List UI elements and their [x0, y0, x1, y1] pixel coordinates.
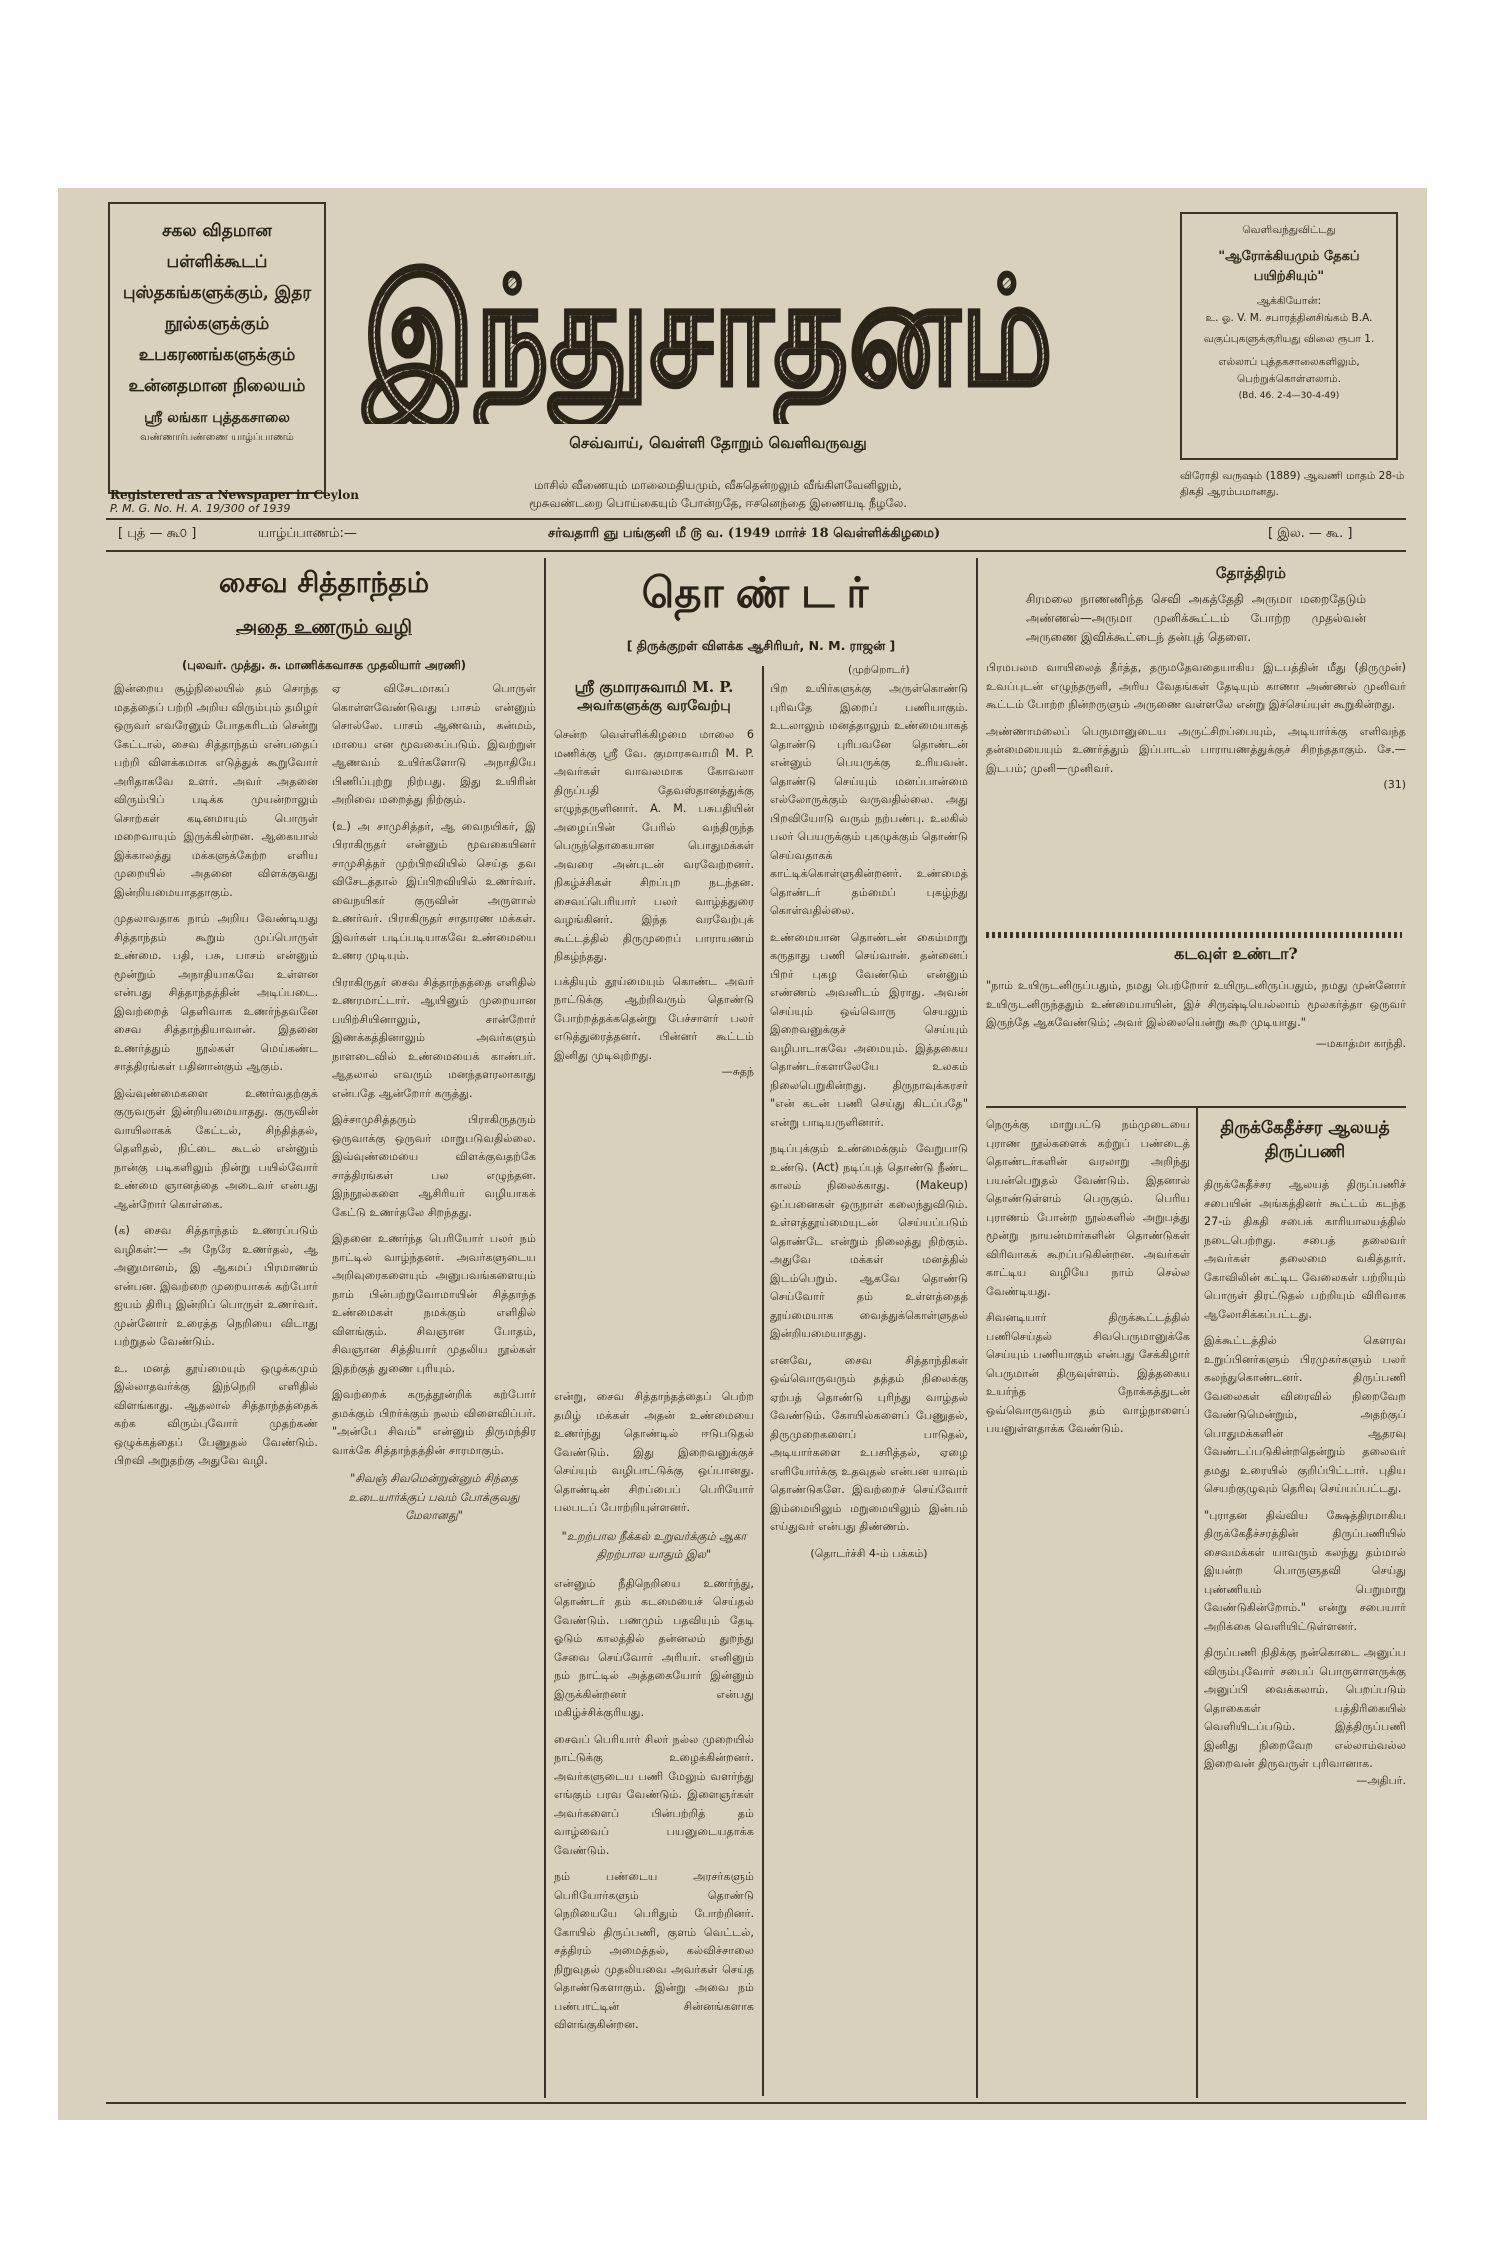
place: யாழ்ப்பாணம்:— — [258, 526, 357, 541]
col2-quote: "சிவஞ் சிவமென்றுன்னும் சிந்தை உடையார்க்குப் பவம் போக்குவது மேலானது" — [348, 1472, 520, 1522]
welcome-headline-1: ஸ்ரீ குமாரசுவாமி M. P. — [574, 678, 734, 696]
col5-block-kadavul — [986, 944, 1406, 1052]
col3-lower-text — [554, 1388, 754, 2035]
col6-signature: —அதிபர். — [1356, 1773, 1406, 1787]
kadavul-signature: —மகாத்மா காந்தி. — [1315, 1036, 1406, 1050]
left-advert-box — [108, 202, 326, 494]
left-advert-text: சகல விதமான பள்ளிக்கூடப் புஸ்தகங்களுக்கும், இதர நூல்களுக்கும் உபகரணங்களுக்கும் உன்னதமான நிலையம் — [122, 221, 312, 396]
dateline-rule-bottom — [106, 550, 1406, 552]
col1-para-2: முதலாவதாக நாம் அறிய வேண்டியது சித்தாந்தம் கூறும் முப்பொருள் உண்மை. பதி, பசு, பாசம் என்னும் மூன்றும் அநாதியாகவே உள்ளன என்பது சித்தாந்தத்தின் அடிப்படை. இவற்றைத் தெளிவாக உணர்ந்தவனே சைவ சித்தாந்தியாவான். இதனை உணர்த்தும் நூல்கள் மெய்கண்ட சாத்திரங்கள் பதினான்கும் ஆகும். — [114, 912, 318, 1073]
col6-para-1: திருக்கேதீச்சர ஆலயத் திருப்பணிச் சபையின் அங்கத்தினர் கூட்டம் கடந்த 27-ம் திகதி சபைக் காரியாலயத்தில் நடைபெற்றது. சபைத் தலைவர் அவர்கள் தலைமை வகித்தார். கோவிலின் கட்டிட வேலைகள் பற்றியும் பொருள் திரட்டுதல் பற்றியும் விரிவாக ஆலோசிக்கப்பட்டது. — [1204, 1178, 1406, 1321]
article-headline: சைவ சித்தாந்தம் — [218, 566, 430, 599]
col1-para-5: உ. மனத் தூய்மையும் ஒழுக்கமும் இல்லாதவர்க்கு இந்நெறி எளிதில் விளங்காது. ஆதலால் சித்தாந்தத்தைக் கற்க விரும்புவோர் முதற்கண் ஒழுக்கத்தைப் பேணுதல் வேண்டும். பிறவி அறுதற்கு அதுவே வழி. — [114, 1361, 318, 1467]
col5-para-4: நெருக்கு மாறுபட்டு நம்முடையை புராண நூல்களைக் கற்றுப் பண்டைத் தொண்டர்களின் வரலாறு அறிந்து பயன்பெறுதல் வேண்டும். இதனால் தொண்டுள்ளம் பெருகும். பெரிய புராணம் போன்ற நூல்களில் அறுபத்து மூன்று நாயன்மார்களின் தொண்டுகள் விரிவாகக் கூறப்படுகின்றன. அவர்கள் காட்டிய வழியே நாம் செல்ல வேண்டியது. — [986, 1118, 1190, 1298]
col4-para-c: எனவே, சைவ சித்தாந்திகள் ஒவ்வொருவரும் தத்தம் நிலைக்கு ஏற்பத் தொண்டு புரிந்து வாழ்தல் வேண்டும். கோயில்களைப் பேணுதல், திருமுறைகளைப் பாடுதல், அடியார்களை உபசரித்தல், ஏழை எளியோர்க்கு உதவுதல் என்பன யாவும் தொண்டுகளே. இவற்றைச் செய்வோர் இம்மையிலும் மறுமையிலும் இன்பம் எய்துவர் என்பது திண்ணம். — [770, 1353, 968, 1533]
newspaper-page — [58, 188, 1427, 2120]
issue-date: சர்வதாரி ஞு பங்குனி மீ ௫ வ. (1949 மார்ச் 18 வெள்ளிக்கிழமை) — [548, 526, 941, 541]
thothiram-verse: சிரமலை நாணணிந்த செவி அகத்தேதி அருமா மறைதேடும் அண்ணல்—அருமா முனிக்கூட்டம் போற்ற முதல்வன் அருணை இவிக்கூட்டைந் தன்புத் தெளை. — [1026, 592, 1366, 644]
welcome-signature: —சுதந் — [721, 1065, 754, 1078]
thondar-cont: (முற்றொடர்) — [848, 664, 910, 676]
founding-note: விரோதி வருஷம் (1889) ஆவணி மாதம் 28-ம் திகதி ஆரம்பமானது. — [1180, 470, 1405, 498]
thondar-para-c: என்னும் நீதிநெறியை உணர்ந்து, தொண்டர் தம் கடமையைச் செய்தல் வேண்டும். பணமும் பதவியும் தேடி ஓடும் காலத்தில் தன்னலம் துறந்து சேவை செய்வோர் அரியர். எனினும் நம் நாட்டில் அத்தகையோர் இன்னும் இருக்கின்றனர் என்பது மகிழ்ச்சிக்குரியது. — [554, 1576, 754, 1719]
thiruketheeswaram-heading: திருக்கேதீச்சர ஆலயத் திருப்பணி — [1220, 1118, 1390, 1162]
dateline-rule-top — [106, 518, 1406, 520]
col2-text — [332, 680, 536, 1526]
thothiram-para-1: பிரமபலம வாயிலைத் தீர்த்த, தருமதேவதையாகிய இடபத்தின் மீது (திருமுன்) உவப்புடன் எழுந்தருளி, அரிய வேதங்கள் தேடியும் காணா அண்ணல் முனிவர் கூட்டம் போற்ற நின்றருளும் அருணை வள்ளலே என்று இச்செய்யுள் கூறுகின்றது. — [986, 661, 1406, 711]
thothiram-para-2: அண்ணாமலைப் பெருமானுடைய அருட்சிறப்பையும், அடியார்க்கு எளிவந்த தன்மையையும் உணர்த்தும் இப்பாடல் பாராயணத்துக்குச் சிறந்ததாகும். சே.—இடபம்; முனி—முனிவர். — [986, 724, 1406, 775]
masthead-title — [348, 194, 1068, 424]
col2-para-5: இதனை உணர்ந்த பெரியோர் பலர் நம் நாட்டில் வாழ்ந்தனர். அவர்களுடைய அறிவுரைகளையும் அனுபவங்களையும் நாம் பின்பற்றுவோமாயின் சித்தாந்த உண்மைகள் நமக்கும் எளிதில் விளங்கும். சிவஞான போதம், சிவஞான சித்தியார் முதலிய நூல்கள் இதற்குத் துணை புரியும். — [332, 1232, 536, 1375]
thondar-verse: "உறற்பால நீக்கல் உறுவர்க்கும் ஆகா திறற்பால யாதும் இல" — [561, 1529, 747, 1561]
right-advert-box: வெளிவந்துவிட்டது "ஆரோக்கியமும் தேகப் பயிற்சியும்" ஆக்கியோன்: உ. ஓ. V. M. சபாரத்தினசிங்கம் B.A. வகுப்புகளுக்குரியது விலை ரூபா 1. எல்லாப் புத்தகசாலைகளிலும், பெற்றுக்கொள்ளலாம். (Bd. 46. 2-4—30-4-49) — [1180, 212, 1398, 460]
thondar-para-b: என்று, சைவ சித்தாந்தத்தைப் பெற்ற தமிழ் மக்கள் அதன் உண்மையை உணர்ந்து தொண்டில் ஈடுபடுதல் வேண்டும். இது இறைவனுக்குச் செய்யும் வழிபாட்டுக்கு ஒப்பானது. தொண்டின் சிறப்பைப் பெரியோர் பலபடப் போற்றியுள்ளனர். — [554, 1390, 754, 1514]
masthead-title-text: இந்துசாத — [363, 244, 995, 420]
column-rule-1 — [544, 558, 546, 2098]
thondar-continued: (தொடர்ச்சி 4-ம் பக்கம்) — [810, 1546, 928, 1560]
col4-para-b: நடிப்புக்கும் உண்மைக்கும் வேறுபாடு உண்டு. (Act) நடிப்புத் தொண்டு நீண்ட காலம் நிலைக்காது. (Makeup) ஒப்பனைகள் ஒருநாள் கலைந்துவிடும். உள்ளத்தூய்மையுடன் செய்யப்படும் தொண்டே என்றும் நிலைத்து நிற்கும். அதுவே மக்கள் மனத்தில் இடம்பெறும். ஆகவே தொண்டு செய்வோர் தம் உள்ளத்தைத் தூய்மையாக வைத்துக்கொள்ளுதல் இன்றியமையாதது. — [770, 1142, 968, 1340]
col2-para-1: ஏ விசேடமாகப் பொருள் கொள்ளவேண்டுவது பாசம் என்னும் சொல்லே. பாசம் ஆணவம், கன்மம், மாயை என மூவகைப்படும். இவற்றுள் ஆணவம் உயிர்களோடு அநாதியே பிணிப்புற்று நிற்பது. இது உயிரின் அறிவை மறைத்து நிற்கும். — [332, 682, 536, 806]
col1-para-3: இவ்வுண்மைகளை உணர்வதற்குக் குருவருள் இன்றியமையாதது. குருவின் வாயிலாகக் கேட்டல், சிந்தித்தல், தெளிதல், நிட்டை கூடல் என்னும் நான்கு படிகளிலும் நின்று பயில்வோர் உண்மை ஞானத்தை அடைவர் என்பது ஆன்றோர் கொள்கை. — [114, 1086, 318, 1211]
col2-para-6: இவற்றைக் கருத்தூன்றிக் கற்போர் தமக்கும் பிறர்க்கும் நலம் விளைவிப்பர். "அன்பே சிவம்" என்னும் திருமந்திர வாக்கே சித்தாந்தத்தின் சாரமாகும். — [332, 1388, 536, 1457]
masthead-title-art — [348, 194, 1068, 424]
col4-text — [770, 680, 968, 1562]
col2-para-3: பிராகிருதர் சைவ சித்தாந்தத்தை எளிதில் உணரமாட்டார். ஆயினும் முறையான பயிற்சியினாலும், சான்றோர் இணக்கத்தினாலும் அவர்களும் நாளடைவில் உண்மையைக் காண்பர். ஆதலால் எவரும் மனந்தளரலாகாது என்பதே ஆன்றோர் கருத்து. — [332, 975, 536, 1100]
article-subhead: அதை உணரும் வழி — [236, 616, 412, 638]
col3-text — [554, 668, 754, 1080]
tagline: செவ்வாய், வெள்ளி தோறும் வெளிவருவது — [569, 434, 867, 452]
volume-number: [ புத் — கூ௦ ] — [118, 526, 197, 541]
col6-para-3: "புராதன திவ்விய க்ஷேத்திரமாகிய திருக்கேதீச்சரத்தின் திருப்பணியில் சைவமக்கள் யாவரும் கலந்து தம்மால் இயன்ற பொருளுதவி செய்து புண்ணியம் பெறுமாறு வேண்டுகின்றோம்." என்று சபையார் அறிக்கை வெளியிட்டுள்ளனர். — [1204, 1508, 1406, 1633]
col6-text — [1204, 1116, 1406, 1789]
col6-para-2: இக்கூட்டத்தில் கௌரவ உறுப்பினர்களும் பிரமுகர்களும் பலர் கலந்துகொண்டனர். திருப்பணி வேலைகள் விரைவில் நிறைவேற வேண்டுமென்றும், அதற்குப் பொதுமக்களின் ஆதரவு வேண்டப்படுகின்றதென்றும் தலைவர் தமது உரையில் குறிப்பிட்டார். புதிய செயற்குழுவும் தெரிவு செய்யப்பட்டது. — [1204, 1334, 1406, 1495]
page-bottom-rule — [106, 2102, 1406, 2104]
col5-block-thothiram — [986, 564, 1406, 791]
thothiram-heading: தோத்திரம் — [1215, 564, 1286, 582]
col1-para-1: இன்றைய சூழ்நிலையில் தம் சொந்த மதத்தைப் பற்றி அறிய விரும்பும் தமிழர் ஒருவர் எவரேனும் போதகரிடம் சென்று கேட்டால், சைவ சித்தாந்தம் என்பதைப் பற்றி விளக்கமாக எடுத்துக் கூறுவோர் அரிதாகவே உளர். அவர் அதனை விரும்பிப் படிக்க முயன்றாலும் சொற்கள் கடினமாயும் பொருள் மறைவாயும் இருக்கின்றன. ஆகையால் இக்காலத்து மக்களுக்கேற்ற எளிய முறையில் அதனை விளக்குவது இன்றியமையாததாகும். — [114, 682, 318, 899]
left-advert-sign: ஸ்ரீ லங்கா புத்தகசாலை — [144, 410, 290, 426]
motto: மாசில் வீணையும் மாலைமதியமும், வீசுதென்றலும் வீங்கிளவேனிலும், மூசுவண்டறை பொய்கையும் போன்றதே, ஈசனெந்தை இணையடி நீழலே. — [529, 478, 907, 510]
col2-para-4: இச்சாமுசித்தரும் பிராகிருதரும் ஒருவாக்கு ஒருவர் மாறுபடுவதில்லை. இவ்வுண்மையை விளக்குவதற்கே சாத்திரங்கள் பல எழுந்தன. இந்நூல்களை ஆசிரியர் வழியாகக் கேட்டு உணர்தலே சிறந்தது. — [332, 1113, 536, 1219]
left-advert-sign-2: வண்ணார்பண்ணை யாழ்ப்பாணம் — [140, 432, 294, 443]
column-rule-2 — [976, 558, 978, 2098]
welcome-para-1: சென்ற வெள்ளிக்கிழமை மாலை 6 மணிக்கு ஸ்ரீ வே. குமாரசுவாமி M. P. அவர்கள் வாவலமாக கோவலா திருப்பதி தேவஸ்தானத்துக்கு எழுந்தருளினார். A. M. பசுபதியின் அழைப்பின் பேரில் வந்திருந்த பெருந்தொகையான பொதுமக்கள் அவரை அன்புடன் வரவேற்றனர். நிகழ்ச்சிகள் சிறப்புற நடந்தன. சைவப்பெரியார் பலர் வாழ்த்துரை வழங்கினர். இந்த வரவேற்புக் கூட்டத்தில் திருமுறைப் பாராயணம் நிகழ்ந்தது. — [554, 728, 754, 963]
registration-note: Registered as a Newspaper in Ceylon P. M. G. No. H. A. 19/300 of 1939 — [110, 488, 359, 515]
article-byline: (புலவர். முத்து. சு. மாணிக்கவாசக முதலியார் அரணி) — [182, 658, 466, 672]
thondar-masthead: தொண்டர் — [641, 568, 881, 617]
col5-para-5: சிவனடியார் திருக்கூட்டத்தில் பணிசெய்தல் சிவபெருமானுக்கே செய்யும் பணியாகும் என்பது சேக்கிழார் பெருமான் திருவுள்ளம். இத்தகைய உயர்ந்த நோக்கத்துடன் ஒவ்வொருவரும் தம் வாழ்நாளைப் பயனுள்ளதாக்க வேண்டும். — [986, 1311, 1190, 1435]
col6-para-4: திருப்பணி நிதிக்கு நன்கொடை அனுப்ப விரும்புவோர் சபைப் பொருளாளருக்கு அனுப்பி வைக்கலாம். பெறப்படும் தொகைகள் பத்திரிகையில் வெளியிடப்படும். இத்திருப்பணி இனிது நிறைவேற எல்லாம்வல்ல இறைவன் திருவருள் புரிவானாக. — [1204, 1646, 1406, 1770]
dateline — [118, 524, 1398, 546]
kadavul-quote: "நாம் உயிருடனிருப்பதும், நமது பெற்றோர் உயிருடனிருப்பதும், நமது முன்னோர் உயிருடனிருந்ததும் உண்மையாயின், இச் சிருஷ்டியெல்லாம் மூலகர்த்தா ஒருவர் இருந்தே ஆகவேண்டும்; அவர் இல்லையென்று கூற முடியாது." — [986, 979, 1406, 1029]
col2-para-2: (உ) அ சாமுசித்தர், ஆ வைநயிகர், இ பிராகிருதர் என்னும் மூவகையினர் சாமுசித்தர் முற்பிறவியில் செய்த தவ விசேடத்தால் இப்பிறவியில் உணர்வர். வைநயிகர் குருவின் அருளால் உணர்வர். பிராகிருதர் சாதாரண மக்கள். இவர்கள் படிப்படியாகவே உண்மையை உணர முடியும். — [332, 819, 536, 962]
col1-para-4: (க) சைவ சித்தாந்தம் உணரப்படும் வழிகள்:— அ நேரே உணர்தல், ஆ அனுமானம், இ ஆகமப் பிரமாணம் என்பன. இவற்றை முறையாகக் கற்போர் ஐயம் திரிபு இன்றிப் பொருள் உணர்வர். முன்னோர் உரைத்த நெறியை விடாது பற்றுதல் வேண்டும். — [114, 1224, 318, 1348]
col4-para-a: உண்மையான தொண்டன் கைம்மாறு கருதாது பணி செய்வான். தன்னைப் பிறர் புகழ வேண்டும் என்னும் எண்ணம் அவனிடம் இராது. அவன் செய்யும் ஒவ்வொரு செயலும் இறைவனுக்குச் செய்யும் வழிபாடாகவே அமையும். இத்தகைய தொண்டர்களாலேயே உலகம் நிலைபெறுகின்றது. திருநாவுக்கரசர் "என் கடன் பணி செய்து கிடப்பதே" என்று பாடியருளினார். — [770, 930, 968, 1129]
thondar-para-e: நம் பண்டைய அரசர்களும் பெரியோர்களும் தொண்டு நெறியையே பெரிதும் போற்றினர். கோயில் திருப்பணி, குளம் வெட்டல், சத்திரம் அமைத்தல், கல்விச்சாலை நிறுவுதல் முதலியவை அவர்கள் செய்த தொண்டுகளாகும். இன்று அவை நம் பண்பாட்டின் சின்னங்களாக விளங்குகின்றன. — [554, 1870, 754, 2031]
welcome-para-2: பக்தியும் தூய்மையும் கொண்ட அவர் நாட்டுக்கு ஆற்றிவரும் தொண்டு போற்றத்தக்கதென்று பேச்சாளர் பலர் எடுத்துரைத்தனர். பின்னர் கூட்டம் இனிது முடிவுற்றது. — [554, 974, 754, 1062]
column-rule-3 — [1196, 1108, 1198, 2098]
section-divider-1 — [986, 932, 1402, 938]
col1-text — [114, 680, 318, 1471]
thondar-para-a: பிற உயிர்களுக்கு அருள்கொண்டு புரிவதே இறைப் பணியாகும். உடலாலும் மனத்தாலும் உண்மையாகத் தொண்டு புரிபவனே தொண்டன் என்னும் பெயருக்கு உரியவன். தொண்டு செய்யும் மனப்பான்மை எல்லோருக்கும் வருவதில்லை. அது பிறவியோடு வரும் நற்பண்பு. உலகில் பலர் பெயருக்கும் புகழுக்கும் தொண்டு செய்வதாகக் காட்டிக்கொள்ளுகின்றனர். உண்மைத் தொண்டர் தம்மைப் புகழ்ந்து கொள்வதில்லை. — [770, 682, 968, 917]
thondar-para-d: சைவப் பெரியார் சிலர் நல்ல முறையில் நாட்டுக்கு உழைக்கின்றனர். அவர்களுடைய பணி மேலும் வளர்ந்து எங்கும் பரவ வேண்டும். இளைஞர்கள் அவர்களைப் பின்பற்றித் தம் வாழ்வைப் பயனுடையதாக்க வேண்டும். — [554, 1732, 754, 1857]
column-rule-inner — [762, 666, 764, 2096]
kadavul-heading: கடவுள் உண்டா? — [1174, 944, 1298, 963]
issue-number: [ இல. — கூ. ] — [1268, 526, 1353, 541]
welcome-headline-2: அவர்களுக்கு வரவேற்பு — [577, 698, 731, 714]
thothiram-number: (31) — [1383, 778, 1406, 791]
thondar-byline: [ திருக்குறள் விளக்க ஆசிரியர், N. M. ராஜன் ] — [626, 638, 896, 653]
col5-text — [986, 1116, 1190, 1439]
